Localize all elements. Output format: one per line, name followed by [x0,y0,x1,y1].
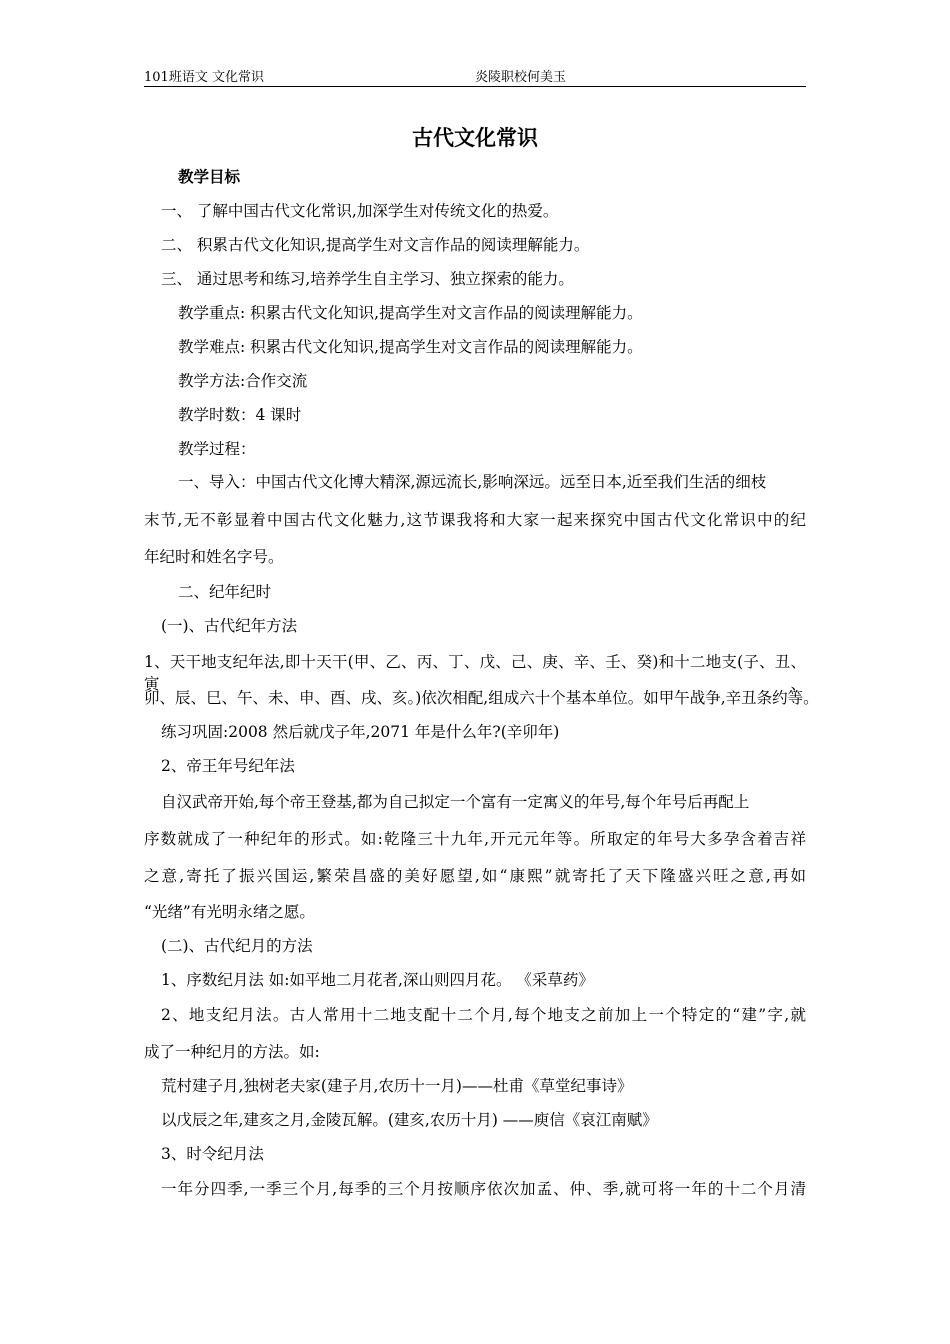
objective-item-1: 一、 了解中国古代文化常识,加深学生对传统文化的热爱。 [161,202,559,220]
teaching-hours: 教学时数：4 课时 [178,406,302,424]
subsection-item: 1、序数纪月法 如:如平地二月花者,深山则四月花。 《采草药》 [161,971,594,989]
objective-item-2: 二、 积累古代文化知识,提高学生对文言作品的阅读理解能力。 [161,236,590,254]
quote-line: 荒村建子月,独树老夫家(建子月,农历十一月)——杜甫《草堂纪事诗》 [161,1077,633,1095]
subsection-item: 2、帝王年号纪年法 [161,757,295,775]
section-heading-objectives: 教学目标 [178,167,241,186]
header-center-text: 炎陵职校何美玉 [475,70,567,85]
subsection-heading-year: (一)、古代纪年方法 [161,617,298,635]
paragraph-line: 年纪时和姓名字号。 [144,548,284,566]
teaching-difficulty: 教学难点: 积累古代文化知识,提高学生对文言作品的阅读理解能力。 [178,338,643,356]
paragraph-line: 序数就成了一种纪年的形式。如:乾隆三十九年,开元元年等。所取定的年号大多孕含着吉祥 [144,830,806,848]
practice-line: 练习巩固:2008 然后就戊子年,2071 年是什么年?(辛卯年) [161,723,560,741]
subsection-heading-month: (二)、古代纪月的方法 [161,937,313,955]
teaching-focus: 教学重点: 积累古代文化知识,提高学生对文言作品的阅读理解能力。 [178,304,643,322]
paragraph-line: “光绪”有光明永绪之愿。 [144,903,315,921]
paragraph-line: 成了一种纪月的方法。如: [144,1043,320,1061]
objective-item-3: 三、 通过思考和练习,培养学生自主学习、独立探索的能力。 [161,270,574,288]
teaching-method: 教学方法:合作交流 [178,372,308,390]
document-title: 古代文化常识 [412,125,538,150]
paragraph-line: 一年分四季,一季三个月,每季的三个月按顺序依次加孟、仲、季,就可将一年的十二个月清 [161,1180,806,1198]
header-left-text: 101班语文 文化常识 [144,70,264,85]
subsection-item: 3、时令纪月法 [161,1145,264,1163]
paragraph-line: 末节,无不彰显着中国古代文化魅力,这节课我将和大家一起来探究中国古代文化常识中的纪 [144,511,806,529]
quote-line: 以戊辰之年,建亥之月,金陵瓦解。(建亥,农历十月) ——庾信《哀江南赋》 [161,1111,658,1129]
paragraph-line: 一、导入：中国古代文化博大精深,源远流长,影响深远。远至日本,近至我们生活的细枝 [178,473,767,491]
paragraph-line: 之意,寄托了振兴国运,繁荣昌盛的美好愿望,如“康熙”就寄托了天下隆盛兴旺之意,再如 [144,867,806,885]
section-heading-chronology: 二、纪年纪时 [178,583,272,601]
paragraph-line: 2、地支纪月法。古人常用十二地支配十二个月,每个地支之前加上一个特定的“建”字,就 [161,1006,806,1024]
paragraph-line: 自汉武帝开始,每个帝王登基,都为自己拟定一个富有一定寓义的年号,每个年号后再配上 [161,793,750,811]
paragraph-line: 1、天干地支纪年法,即十天干(甲、乙、丙、丁、戊、己、庚、辛、壬、癸)和十二地支(子、丑、寅、 [144,653,806,693]
teaching-process-heading: 教学过程： [178,440,256,458]
page-header [144,66,806,87]
paragraph-line: 卯、辰、巳、午、未、申、酉、戌、亥。)依次相配,组成六十个基本单位。如甲午战争,辛丑条约等。 [144,689,819,707]
